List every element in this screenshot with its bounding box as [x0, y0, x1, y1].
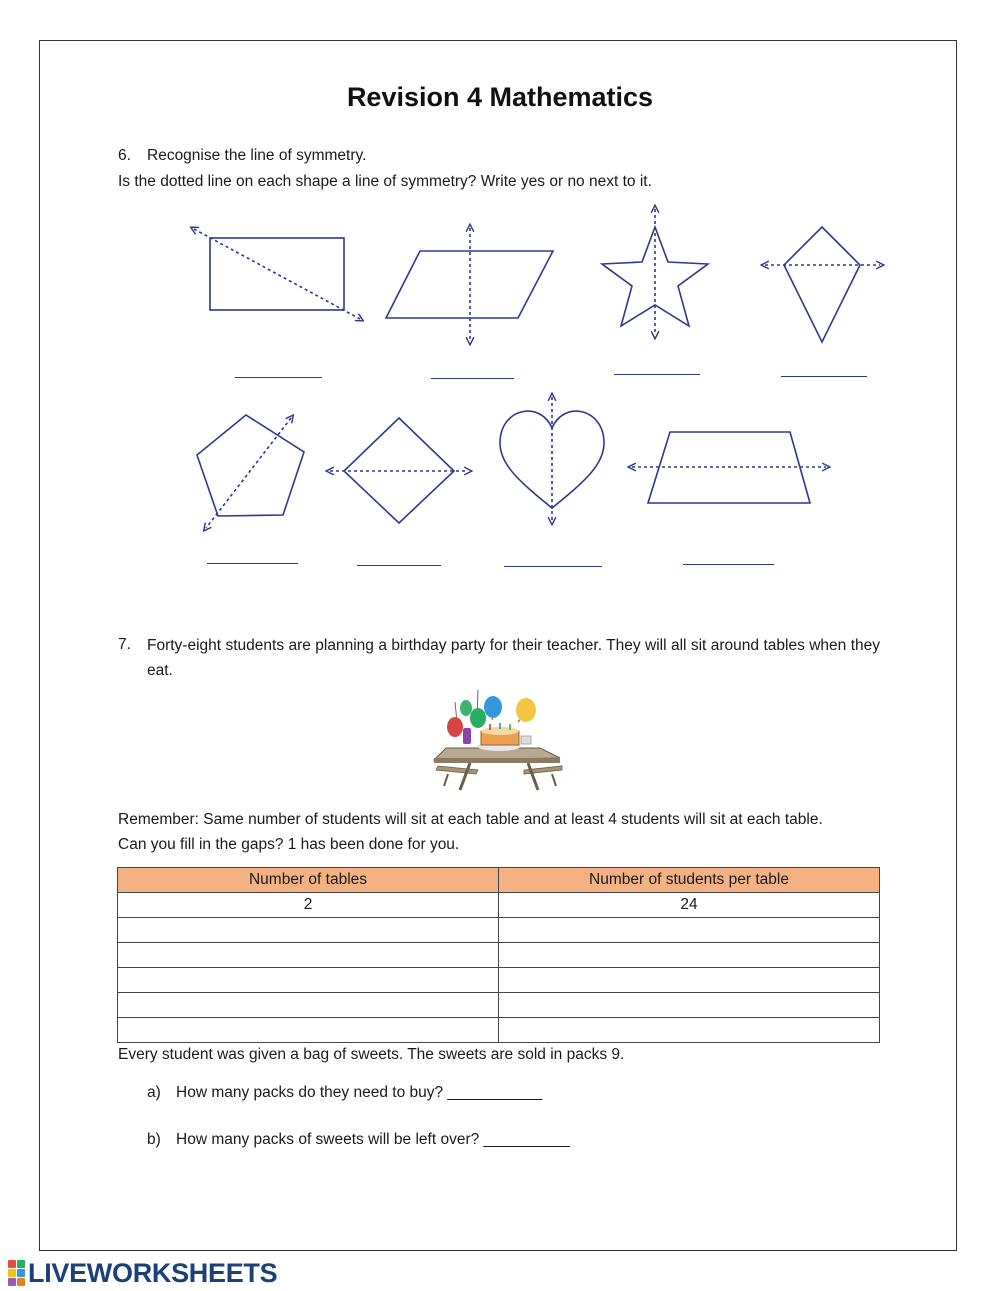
birthday-table-image: [434, 690, 562, 790]
remember-note: Remember: Same number of students will sit at each table and at least 4 students will sit at each table.: [118, 811, 823, 828]
table-row: [118, 943, 880, 968]
tables-students-table: [117, 867, 880, 1043]
table-cell-input[interactable]: [499, 918, 880, 943]
answer-line-trapezium[interactable]: [683, 564, 774, 565]
header-number-of-tables: Number of tables: [118, 868, 499, 893]
page-title: Revision 4 Mathematics: [346, 82, 654, 112]
logo-icon: [8, 1260, 25, 1286]
answer-line-square[interactable]: [357, 565, 441, 566]
logo-text: LIVEWORKSHEETS: [28, 1257, 278, 1288]
sub-question-a[interactable]: How many packs do they need to buy? ___________: [176, 1084, 543, 1101]
table-row: [118, 918, 880, 943]
square-shape: [330, 418, 468, 523]
answer-line-parallelogram[interactable]: [431, 378, 514, 379]
answer-line-kite[interactable]: [781, 376, 867, 377]
sub-question-b-label: b): [147, 1131, 161, 1148]
kite-shape: [765, 227, 880, 342]
table-cell: 24: [499, 893, 880, 918]
table-cell-input[interactable]: [118, 943, 499, 968]
table-cell-input[interactable]: [499, 943, 880, 968]
pentagon-shape: [197, 415, 304, 528]
table-cell-input[interactable]: [118, 993, 499, 1018]
question-7-number: 7.: [118, 636, 131, 653]
sweets-text: Every student was given a bag of sweets. The sweets are sold in packs 9.: [118, 1046, 625, 1063]
heart-shape: [500, 397, 604, 521]
fill-gaps-prompt: Can you fill in the gaps? 1 has been done for you.: [118, 836, 460, 853]
liveworksheets-logo[interactable]: [8, 1259, 277, 1287]
question-6-instruction: Is the dotted line on each shape a line of symmetry? Write yes or no next to it.: [118, 173, 652, 190]
sub-question-a-label: a): [147, 1084, 161, 1101]
parallelogram-shape: [386, 228, 553, 341]
trapezium-shape: [632, 432, 826, 503]
question-6-number: 6.: [118, 147, 131, 164]
table-row: [118, 1018, 880, 1043]
table-cell-input[interactable]: [499, 1018, 880, 1043]
answer-line-rectangle[interactable]: [235, 377, 322, 378]
table-cell-input[interactable]: [118, 968, 499, 993]
answer-line-pentagon[interactable]: [207, 563, 298, 564]
star-shape: [602, 209, 708, 335]
table-row: [118, 968, 880, 993]
rectangle-shape: [194, 229, 360, 319]
answer-line-star[interactable]: [614, 374, 700, 375]
question-6-heading: Recognise the line of symmetry.: [147, 147, 367, 164]
table-cell-input[interactable]: [118, 1018, 499, 1043]
header-students-per-table: Number of students per table: [499, 868, 880, 893]
question-7-text: Forty-eight students are planning a birthday party for their teacher. They will all sit around tables when they eat.: [147, 637, 880, 679]
table-row: [118, 993, 880, 1018]
table-cell-input[interactable]: [499, 993, 880, 1018]
sub-question-b[interactable]: How many packs of sweets will be left over? __________: [176, 1131, 570, 1148]
table-row: [118, 893, 880, 918]
table-cell-input[interactable]: [499, 968, 880, 993]
table-cell: 2: [118, 893, 499, 918]
answer-line-heart[interactable]: [504, 566, 602, 567]
table-cell-input[interactable]: [118, 918, 499, 943]
